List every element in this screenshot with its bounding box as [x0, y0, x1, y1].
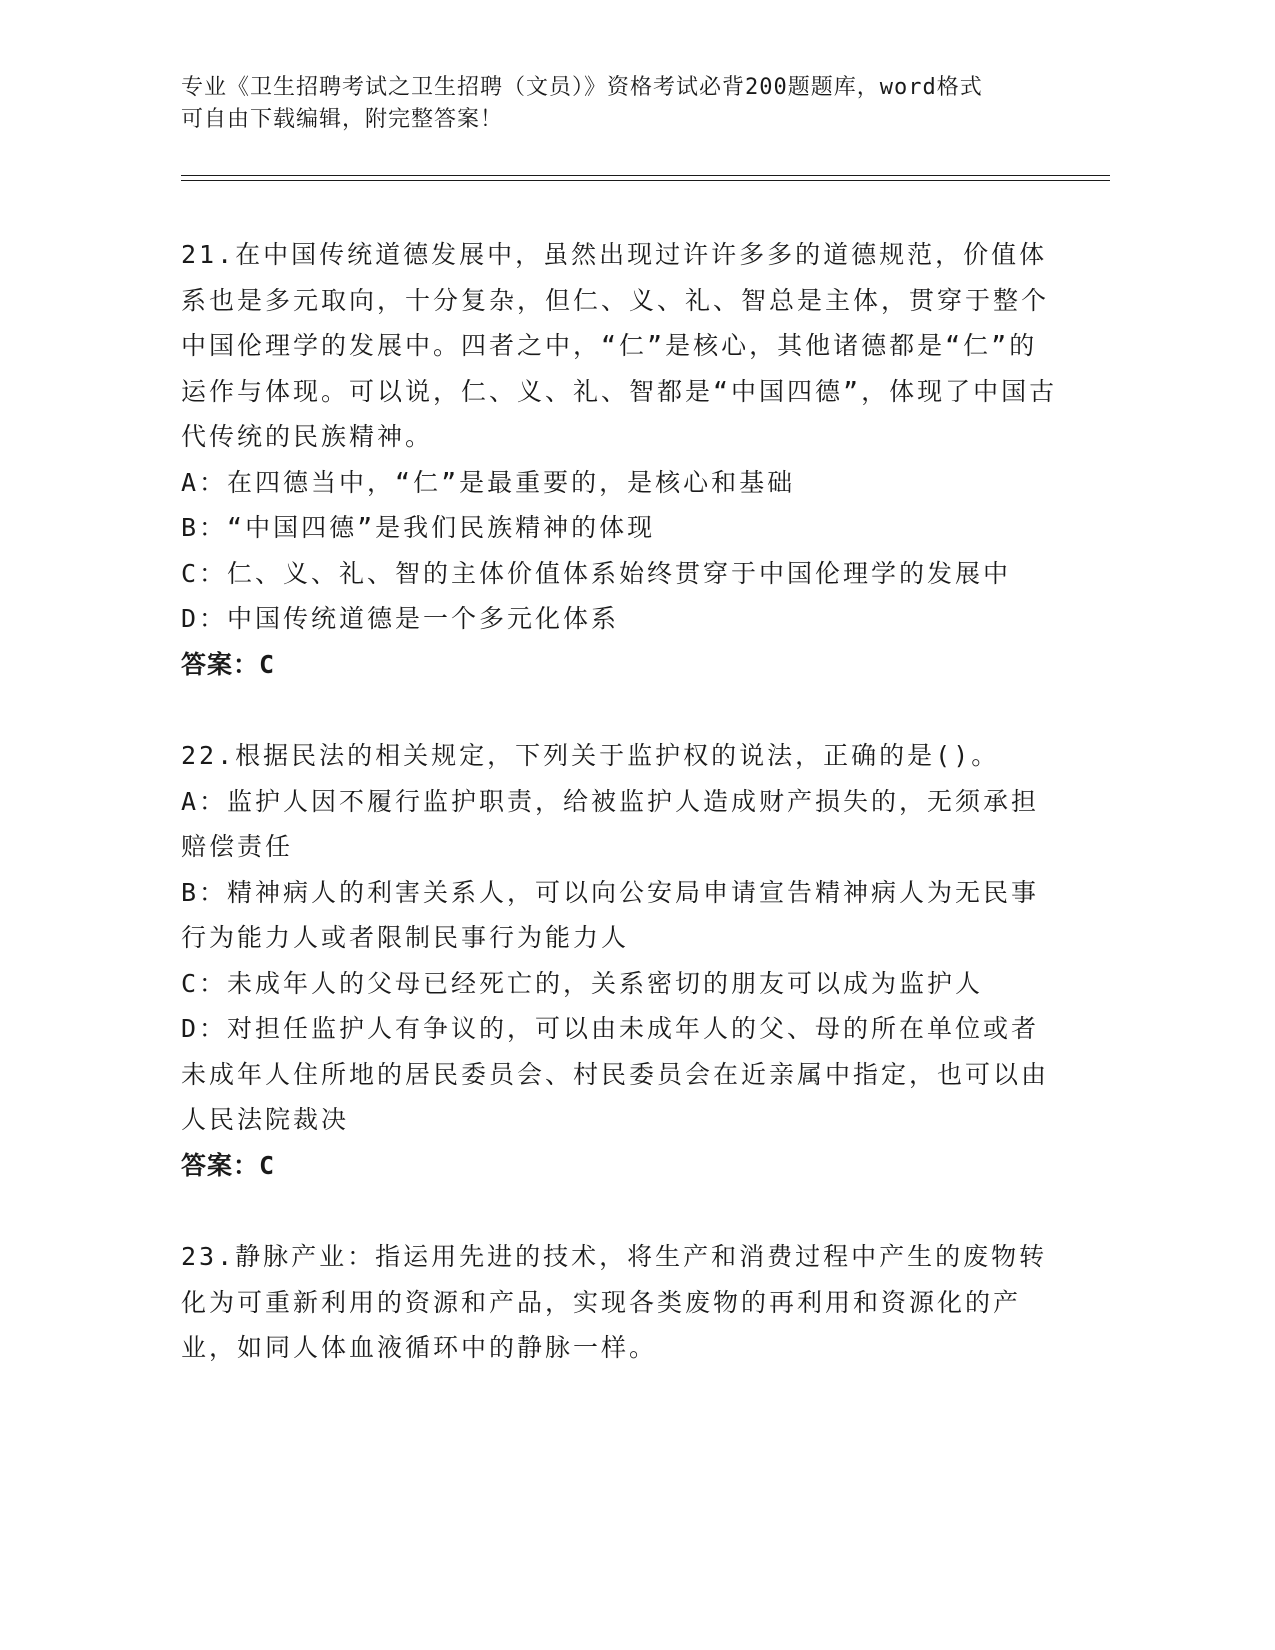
document-header [181, 72, 1051, 136]
question-21 [181, 232, 1061, 687]
option-a: A：在四德当中，“仁”是最重要的，是核心和基础 [181, 467, 796, 497]
option-c: C：未成年人的父母已经死亡的，关系密切的朋友可以成为监护人 [181, 968, 984, 998]
question-23 [181, 1234, 1061, 1371]
question-list [181, 232, 1061, 1417]
option-a: A：监护人因不履行监护职责，给被监护人造成财产损失的，无须承担赔偿责任 [181, 786, 1040, 861]
question-stem: 23.静脉产业：指运用先进的技术，将生产和消费过程中产生的废物转化为可重新利用的资源和产品，实现各类废物的再利用和资源化的产业，如同人体血液循环中的静脉一样。 [181, 1242, 1048, 1362]
option-b: B：“中国四德”是我们民族精神的体现 [181, 513, 656, 542]
header-divider-top [181, 175, 1110, 176]
question-22 [181, 733, 1061, 1188]
answer-line: 答案：C [181, 649, 276, 679]
question-stem: 22.根据民法的相关规定，下列关于监护权的说法，正确的是()。 [181, 741, 1000, 770]
option-b: B：精神病人的利害关系人，可以向公安局申请宣告精神病人为无民事行为能力人或者限制民事行为能力人 [181, 877, 1040, 952]
option-d: D：中国传统道德是一个多元化体系 [181, 604, 620, 633]
header-line-1: 专业《卫生招聘考试之卫生招聘（文员）》资格考试必背200题题库，word格式 [181, 75, 983, 100]
question-stem: 21.在中国传统道德发展中，虽然出现过许许多多的道德规范，价值体系也是多元取向，十分复杂，但仁、义、礼、智总是主体，贯穿于整个中国伦理学的发展中。四者之中，“仁”是核心，其他诸德都是“仁”的运作与体现。可以说，仁、义、礼、智都是“中国四德”，体现了中国古代传统的民族精神。 [181, 240, 1058, 451]
option-d: D：对担任监护人有争议的，可以由未成年人的父、母的所在单位或者未成年人住所地的居民委员会、村民委员会在近亲属中指定，也可以由人民法院裁决 [181, 1014, 1050, 1134]
header-line-2: 可自由下载编辑，附完整答案！ [181, 107, 504, 132]
answer-line: 答案：C [181, 1150, 276, 1180]
header-divider-bottom [181, 180, 1110, 181]
option-c: C：仁、义、礼、智的主体价值体系始终贯穿于中国伦理学的发展中 [181, 558, 1012, 588]
